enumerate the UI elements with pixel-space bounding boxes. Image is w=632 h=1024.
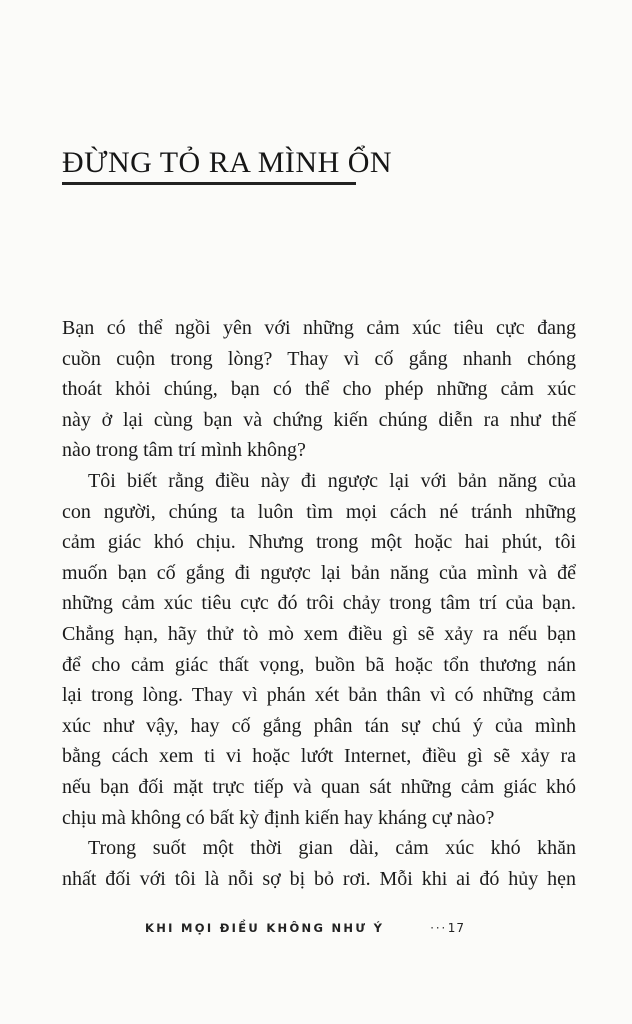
text-line: bằng cách xem ti vi hoặc lướt Internet, điều gì sẽ xảy ra: [62, 745, 576, 768]
text-line: này ở lại cùng bạn và chứng kiến chúng diễn ra như thế: [62, 408, 576, 431]
running-title: KHI MỌI ĐIỀU KHÔNG NHƯ Ý: [145, 921, 385, 935]
text-line: cảm giác khó chịu. Nhưng trong một hoặc hai phút, tôi: [62, 531, 576, 554]
page-number: 17: [447, 921, 465, 935]
text-line: nào trong tâm trí mình không?: [62, 439, 306, 462]
text-line: chịu mà không có bất kỳ định kiến hay kháng cự nào?: [62, 806, 495, 829]
footer-separator: ···: [430, 921, 448, 935]
chapter-title: ĐỪNG TỎ RA MÌNH ỔN: [62, 146, 393, 179]
text-line: lại trong lòng. Thay vì phán xét bản thân vì có những cảm: [62, 684, 576, 707]
text-line: Trong suốt một thời gian dài, cảm xúc khó khăn: [88, 837, 576, 860]
text-line: những cảm xúc tiêu cực đó trôi chảy trong tâm trí của bạn.: [62, 592, 576, 615]
text-line: để cho cảm giác thất vọng, buồn bã hoặc tổn thương nán: [62, 653, 576, 676]
body-text: [62, 313, 576, 894]
text-line: muốn bạn cố gắng đi ngược lại bản năng của mình và để: [62, 561, 576, 584]
text-line: Chẳng hạn, hãy thử tò mò xem điều gì sẽ xảy ra nếu bạn: [62, 622, 576, 645]
text-line: thoát khỏi chúng, bạn có thể cho phép những cảm xúc: [62, 378, 576, 401]
text-line: Tôi biết rằng điều này đi ngược lại với bản năng của: [88, 469, 576, 492]
text-line: nhất đối với tôi là nỗi sợ bị bỏ rơi. Mỗi khi ai đó hủy hẹn: [62, 867, 576, 890]
text-line: xúc như vậy, hay cố gắng phân tán sự chú ý của mình: [62, 714, 576, 737]
page-footer: [145, 921, 465, 935]
text-line: con người, chúng ta luôn tìm mọi cách né tránh những: [62, 500, 576, 523]
text-line: nếu bạn đối mặt trực tiếp và quan sát những cảm giác khó: [62, 775, 576, 798]
text-line: Bạn có thể ngồi yên với những cảm xúc tiêu cực đang: [62, 317, 576, 339]
text-line: cuồn cuộn trong lòng? Thay vì cố gắng nhanh chóng: [62, 347, 576, 370]
title-underline: [62, 182, 356, 185]
